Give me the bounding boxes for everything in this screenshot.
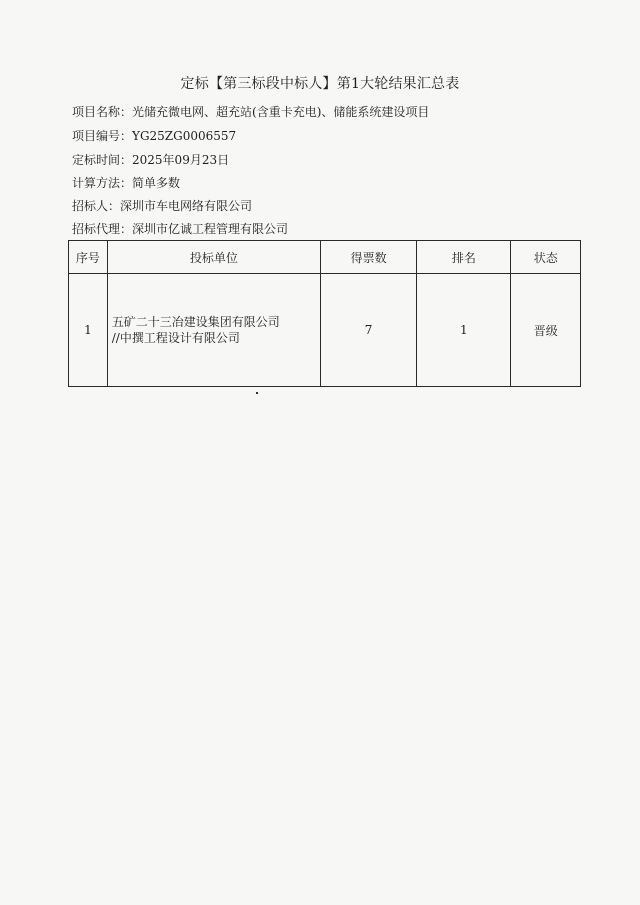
project-name-value: 光储充微电网、超充站(含重卡充电)、储能系统建设项目 [132, 105, 430, 119]
tenderer-label: 招标人： [72, 199, 121, 213]
header-status: 状态 [511, 241, 581, 274]
bidder-line-1: 五矿二十三冶建设集团有限公司 [111, 315, 280, 329]
calc-method-label: 计算方法： [72, 176, 133, 190]
cell-votes: 7 [320, 274, 416, 387]
award-time-line [72, 151, 229, 168]
calc-method-line [72, 174, 180, 191]
table-row [69, 274, 581, 387]
tenderer-value: 深圳市车电网络有限公司 [120, 199, 253, 213]
agent-line [72, 220, 288, 237]
project-number-label: 项目编号： [72, 129, 133, 143]
scan-speck [256, 392, 258, 394]
agent-value: 深圳市亿诚工程管理有限公司 [132, 222, 289, 236]
header-bidder: 投标单位 [107, 241, 320, 274]
project-name-label: 项目名称： [72, 105, 133, 119]
tenderer-line [72, 197, 252, 214]
result-table [68, 240, 581, 387]
cell-seq: 1 [69, 274, 108, 387]
header-seq: 序号 [69, 241, 108, 274]
document-title: 定标【第三标段中标人】第1大轮结果汇总表 [180, 76, 460, 92]
cell-rank: 1 [417, 274, 511, 387]
agent-label: 招标代理： [72, 222, 133, 236]
calc-method-value: 简单多数 [132, 176, 181, 190]
bidder-line-2: //中撰工程设计有限公司 [111, 331, 240, 345]
header-votes: 得票数 [320, 241, 416, 274]
cell-bidder [107, 274, 320, 387]
project-name-line [72, 103, 429, 120]
project-number-value: YG25ZG0006557 [132, 129, 237, 143]
award-time-label: 定标时间： [72, 153, 133, 167]
table-header-row [69, 241, 581, 274]
header-rank: 排名 [417, 241, 511, 274]
award-time-value: 2025年09月23日 [132, 153, 230, 167]
project-number-line [72, 127, 236, 144]
cell-status: 晋级 [511, 274, 581, 387]
